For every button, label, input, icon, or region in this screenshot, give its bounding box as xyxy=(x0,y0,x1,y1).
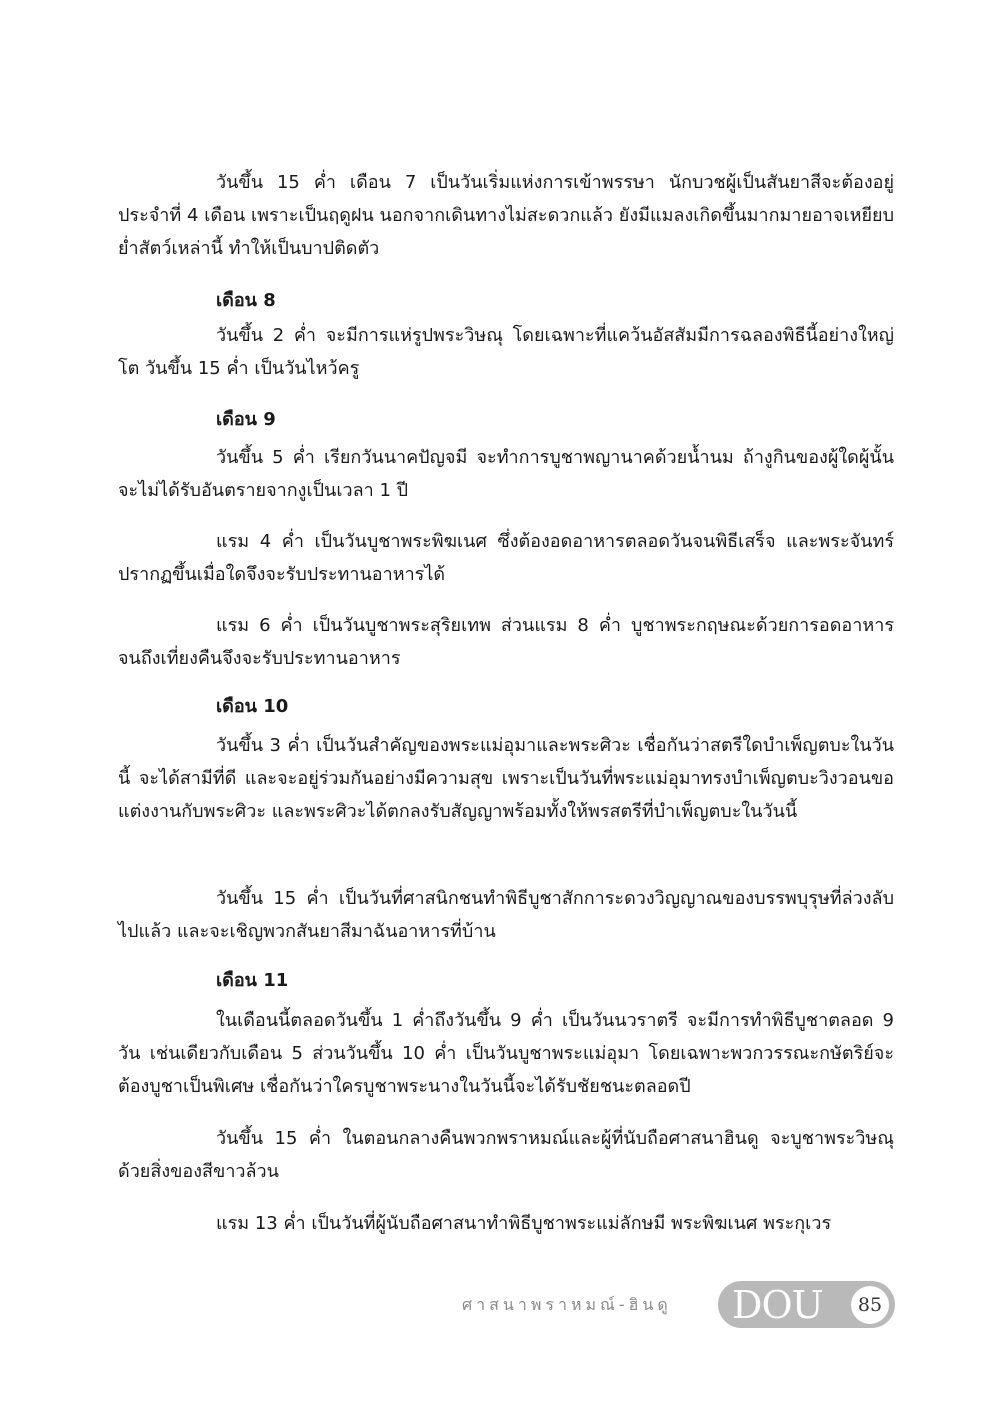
paragraph-text: วันขึ้น 15 ค่ำ เป็นวันที่ศาสนิกชนทำพิธีบูชาสักการะดวงวิญญาณของบรรพบุรุษที่ล่วงลับไปแล้ว และจะเชิญพวกสันยาสีมาฉันอาหารที่บ้าน xyxy=(118,888,894,942)
heading-month-11: เดือน 11 xyxy=(216,970,289,991)
paragraph-month9-a xyxy=(118,441,894,507)
running-title: ศาสนาพราหมณ์-ฮินดู xyxy=(462,1295,672,1314)
page-number: 85 xyxy=(851,1286,889,1324)
paragraph-text: แรม 4 ค่ำ เป็นวันบูชาพระพิฆเนศ ซึ่งต้องอดอาหารตลอดวันจนพิธีเสร็จ และพระจันทร์ปรากฏขึ้นเมื่อใดจึงจะรับประทานอาหารได้ xyxy=(118,531,894,585)
logo-text: DOU xyxy=(732,1283,823,1327)
paragraph-text: ในเดือนนี้ตลอดวันขึ้น 1 ค่ำถึงวันขึ้น 9 ค่ำ เป็นวันนวราตรี จะมีการทำพิธีบูชาตลอด 9 วัน เช่นเดียวกับเดือน 5 ส่วนวันขึ้น 10 ค่ำ เป็นวันบูชาพระแม่อุมา โดยเฉพาะพวกวรรณะกษัตริย์จะต้องบูชาเป็นพิเศษ เชื่อกันว่าใครบูชาพระนางในวันนี้จะได้รับชัยชนะตลอดปี xyxy=(118,1010,894,1097)
paragraph-text: วันขึ้น 3 ค่ำ เป็นวันสำคัญของพระแม่อุมาและพระศิวะ เชื่อกันว่าสตรีใดบำเพ็ญตบะในวันนี้ จะได้สามีที่ดี และจะอยู่ร่วมกันอย่างมีความสุข เพราะเป็นวันที่พระแม่อุมาทรงบำเพ็ญตบะวิงวอนขอแต่งงานกับพระศิวะ และพระศิวะได้ตกลงรับสัญญาพร้อมทั้งให้พรสตรีที่บำเพ็ญตบะในวันนี้ xyxy=(118,735,894,822)
paragraph-month10-a xyxy=(118,729,894,828)
paragraph-text: วันขึ้น 2 ค่ำ จะมีการแห่รูปพระวิษณุ โดยเฉพาะที่แคว้นอัสสัมมีการฉลองพิธีนี้อย่างใหญ่โต วันขึ้น 15 ค่ำ เป็นวันไหว้ครู xyxy=(118,325,894,379)
paragraph-text: วันขึ้น 15 ค่ำ เดือน 7 เป็นวันเริ่มแห่งการเข้าพรรษา นักบวชผู้เป็นสันยาสีจะต้องอยู่ประจำที่ 4 เดือน เพราะเป็นฤดูฝน นอกจากเดินทางไม่สะดวกแล้ว ยังมีแมลงเกิดขึ้นมากมายอาจเหยียบย่ำสัตว์เหล่านี้ ทำให้เป็นบาปติดตัว xyxy=(118,172,894,259)
paragraph-month9-c xyxy=(118,609,894,675)
heading-month-10: เดือน 10 xyxy=(216,696,289,717)
paragraph-month9-b xyxy=(118,525,894,591)
paragraph-text: วันขึ้น 15 ค่ำ ในตอนกลางคืนพวกพราหมณ์และผู้ที่นับถือศาสนาฮินดู จะบูชาพระวิษณุด้วยสิ่งของสีขาวล้วน xyxy=(118,1128,894,1182)
paragraph-month11-a xyxy=(118,1004,894,1103)
paragraph-text: แรม 6 ค่ำ เป็นวันบูชาพระสุริยเทพ ส่วนแรม 8 ค่ำ บูชาพระกฤษณะด้วยการอดอาหารจนถึงเที่ยงคืนจึงจะรับประทานอาหาร xyxy=(118,615,894,669)
paragraph-month8 xyxy=(118,319,894,385)
heading-month-8: เดือน 8 xyxy=(216,290,276,311)
paragraph-month10-b xyxy=(118,882,894,948)
heading-month-9: เดือน 9 xyxy=(216,409,276,430)
paragraph-month7 xyxy=(118,166,894,265)
paragraph-month11-b xyxy=(118,1122,894,1188)
dou-logo xyxy=(718,1281,895,1328)
paragraph-text: วันขึ้น 5 ค่ำ เรียกวันนาคปัญจมี จะทำการบูชาพญานาคด้วยน้ำนม ถ้างูกินของผู้ใดผู้นั้นจะไม่ได้รับอันตรายจากงูเป็นเวลา 1 ปี xyxy=(118,447,894,501)
paragraph-text: แรม 13 ค่ำ เป็นวันที่ผู้นับถือศาสนาทำพิธีบูชาพระแม่ลักษมี พระพิฆเนศ พระกุเวร xyxy=(216,1213,832,1234)
paragraph-month11-c xyxy=(118,1207,894,1240)
